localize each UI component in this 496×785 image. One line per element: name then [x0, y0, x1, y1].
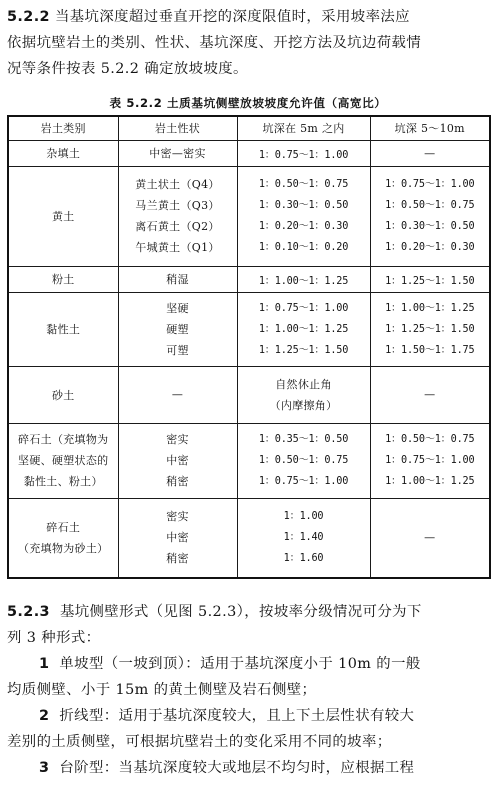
state-item: 硬塑: [166, 322, 189, 336]
ratio-value: 1：0.50～1：0.75: [258, 455, 349, 466]
state-item: 中密: [166, 454, 189, 467]
cell-category: 杂填土: [8, 140, 118, 166]
ratio-value: 1：1.50～1：1.75: [385, 344, 475, 356]
ratio-value: 1：0.50～1：0.75: [385, 200, 475, 211]
cell-5-10m: —: [370, 498, 490, 578]
sec523-line-2: 列 3 种形式：: [7, 630, 101, 646]
cell-category: [8, 423, 118, 498]
state-item: 可塑: [166, 343, 189, 357]
intro-line-1: 当基坑深度超过垂直开挖的深度限值时，采用坡率法应: [54, 9, 410, 25]
ratio-value: 1：0.50～1：0.75: [258, 179, 349, 190]
ratio-value: 1：0.50～1：0.75: [385, 434, 475, 445]
list-item: [7, 703, 489, 755]
cell-state: 稍湿: [118, 266, 237, 292]
angle-label: （内摩擦角）: [269, 398, 338, 412]
cell-5-10m: 1：1.25～1：1.50: [370, 266, 490, 292]
table-row: [8, 292, 490, 366]
slope-table: [7, 115, 491, 579]
state-item: 稍密: [166, 552, 189, 566]
ratio-value: 1：1.00～1：1.25: [385, 302, 475, 314]
cell-within-5m: [237, 166, 370, 266]
state-item: 坚硬: [166, 301, 189, 315]
table-row: [8, 140, 490, 166]
cell-5-10m: —: [370, 366, 490, 423]
cell-category: [8, 498, 118, 578]
cell-state: 中密—密实: [118, 140, 237, 166]
cell-category: 黄土: [8, 166, 118, 266]
intro-paragraph: [7, 4, 489, 82]
ratio-value: 1：0.75～1：1.00: [385, 455, 475, 466]
table-row: [8, 366, 490, 423]
header-category: 岩土类别: [8, 116, 118, 140]
cell-category: 粉土: [8, 266, 118, 292]
category-line: 碎石土: [46, 520, 81, 534]
ratio-value: 1：0.75～1：1.00: [258, 302, 349, 314]
ratio-value: 1：1.00: [283, 511, 324, 523]
cell-state: [118, 166, 237, 266]
item-number: 1: [39, 656, 50, 672]
ratio-value: 1：0.35～1：0.50: [258, 434, 349, 445]
header-state: 岩土性状: [118, 116, 237, 140]
cell-5-10m: [370, 423, 490, 498]
state-item: 马兰黄土（Q3）: [135, 199, 220, 212]
ratio-value: 1：0.30～1：0.50: [258, 200, 349, 211]
cell-within-5m: 1：1.00～1：1.25: [237, 266, 370, 292]
ratio-value: 1：1.00～1：1.25: [385, 476, 475, 487]
category-line: 黏性土、粉土）: [23, 475, 103, 488]
item-line: 单坡型（一坡到顶）：适用于基坑深度小于 10m 的一般: [59, 656, 421, 672]
ratio-value: 1：1.25～1：1.50: [385, 323, 475, 335]
cell-within-5m: 1：0.75～1：1.00: [237, 140, 370, 166]
section-number-523: 5.2.3: [7, 604, 50, 620]
state-item: 中密: [166, 531, 189, 545]
item-number: 2: [39, 708, 50, 724]
cell-state: —: [118, 366, 237, 423]
cell-5-10m: [370, 292, 490, 366]
table-header-row: [8, 116, 490, 140]
category-line: （充填物为砂土）: [18, 541, 109, 555]
state-item: 黄土状土（Q4）: [135, 178, 220, 191]
item-number: 3: [39, 760, 50, 776]
cell-5-10m: —: [370, 140, 490, 166]
sec523-line-1: 基坑侧壁形式（见图 5.2.3），按坡率分级情况可分为下: [59, 604, 422, 620]
ratio-value: 1：0.75～1：1.00: [258, 476, 349, 487]
ratio-value: 1：1.25～1：1.50: [258, 344, 349, 356]
state-item: 午城黄土（Q1）: [135, 241, 220, 254]
ratio-value: 1：1.00～1：1.25: [258, 323, 349, 335]
ratio-value: 1：0.20～1：0.30: [258, 221, 349, 232]
ratio-value: 1：1.40: [283, 532, 324, 544]
item-line: 台阶型：当基坑深度较大或地层不均匀时，应根据工程: [59, 760, 415, 776]
section-523-paragraph: [7, 599, 489, 651]
cell-category: 黏性土: [8, 292, 118, 366]
cell-state: [118, 423, 237, 498]
cell-5-10m: [370, 166, 490, 266]
cell-within-5m: [237, 498, 370, 578]
ratio-value: 1：0.20～1：0.30: [385, 242, 475, 253]
state-item: 稍密: [166, 475, 189, 488]
list-item: [7, 651, 489, 703]
state-item: 离石黄土（Q2）: [135, 220, 220, 233]
table-row: [8, 498, 490, 578]
category-line: 碎石土（充填物为: [18, 433, 109, 446]
list-item: [7, 755, 489, 781]
ratio-value: 1：0.75～1：1.00: [385, 179, 475, 190]
table-caption: 表 5.2.2 土质基坑侧壁放坡坡度允许值（高宽比）: [109, 96, 387, 110]
cell-category: 砂土: [8, 366, 118, 423]
header-5-10m: 坑深 5～10m: [370, 116, 490, 140]
table-row: [8, 266, 490, 292]
section-number-522: 5.2.2: [7, 9, 50, 25]
ratio-value: 1：1.60: [283, 553, 324, 565]
table-row: [8, 166, 490, 266]
ratio-value: 1：0.10～1：0.20: [258, 242, 349, 253]
ratio-value: 1：0.30～1：0.50: [385, 221, 475, 232]
intro-line-3: 况等条件按表 5.2.2 确定放坡坡度。: [7, 61, 248, 77]
header-within-5m: 坑深在 5m 之内: [237, 116, 370, 140]
item-line: 差别的土质侧壁，可根据坑壁岩土的变化采用不同的坡率；: [7, 734, 392, 750]
intro-line-2: 依据坑壁岩土的类别、性状、基坑深度、开挖方法及坑边荷载情: [7, 35, 422, 51]
state-item: 密实: [166, 433, 189, 446]
cell-within-5m: [237, 423, 370, 498]
cell-within-5m: [237, 366, 370, 423]
cell-state: [118, 498, 237, 578]
cell-within-5m: [237, 292, 370, 366]
state-item: 密实: [166, 510, 189, 524]
table-row: [8, 423, 490, 498]
category-line: 坚硬、硬塑状态的: [18, 454, 109, 467]
angle-label: 自然休止角: [275, 377, 332, 391]
cell-state: [118, 292, 237, 366]
item-line: 均质侧壁、小于 15m 的黄土侧壁及岩石侧壁；: [7, 682, 317, 698]
item-line: 折线型：适用于基坑深度较大，且上下土层性状有较大: [59, 708, 415, 724]
